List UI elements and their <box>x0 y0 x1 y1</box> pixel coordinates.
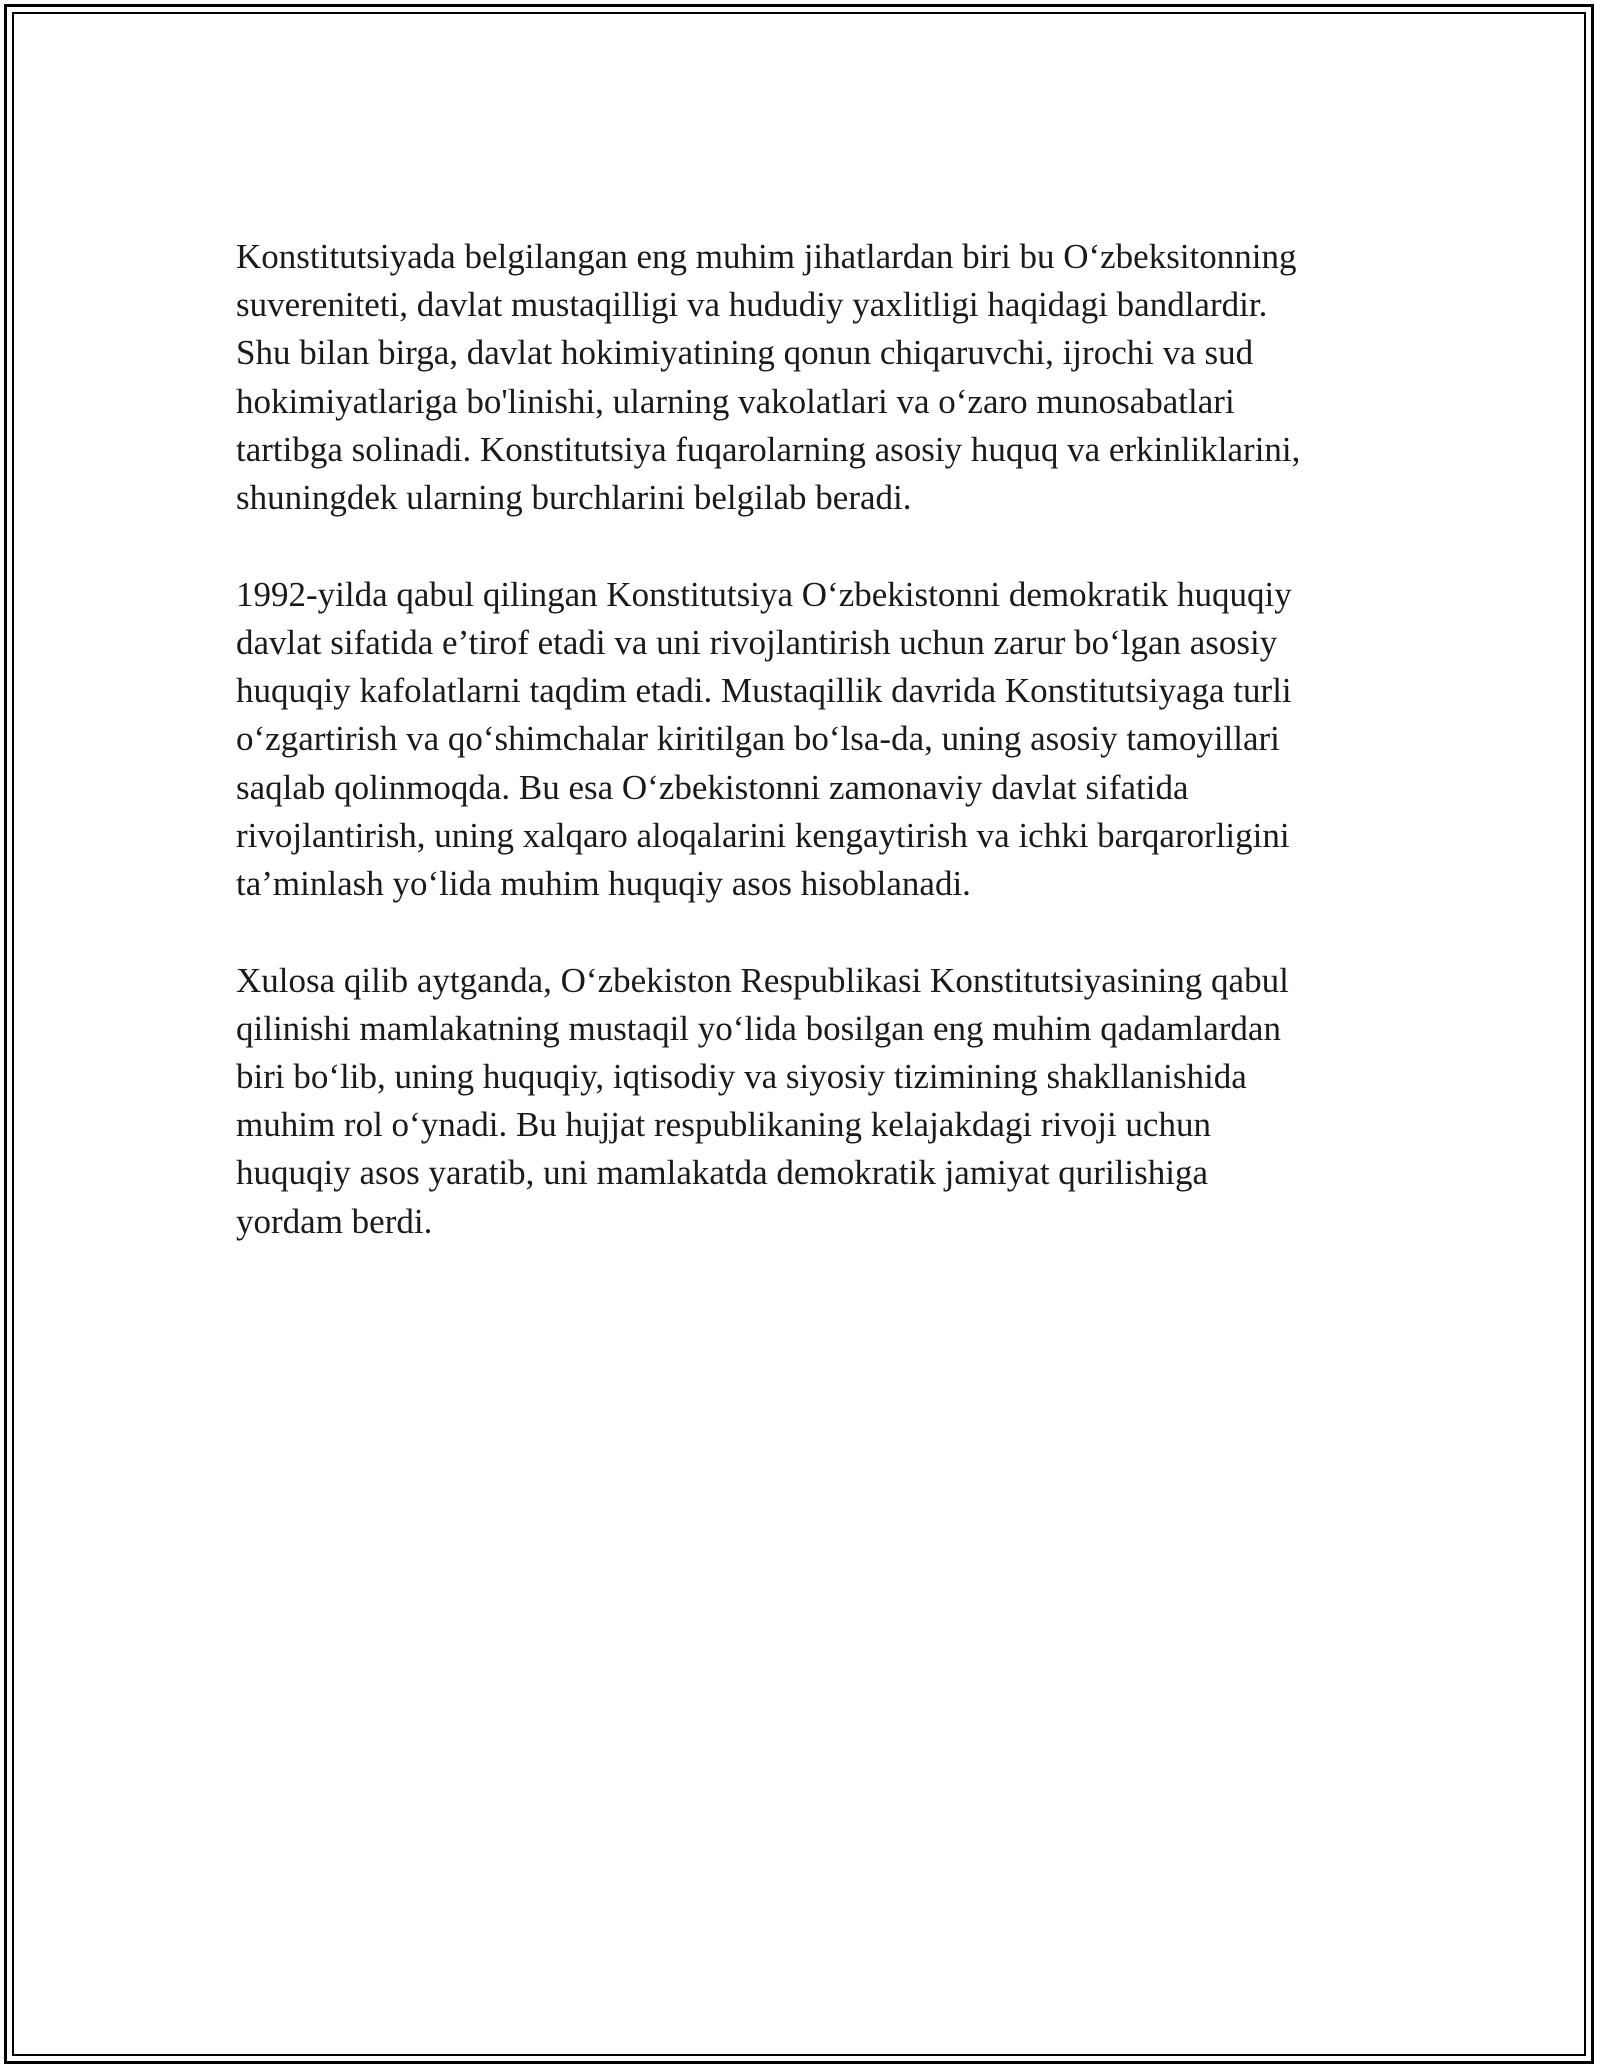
paragraph-conclusion: Xulosa qilib aytganda, O‘zbekiston Respublikasi Konstitutsiyasining qabul qilinishi mamlakatning mustaqil yo‘lida bosilgan eng muhim qadamlardan biri bo‘lib, uning huquqiy, iqtisodiy va siyosiy tizimining shakllanishida muhim rol o‘ynadi. Bu hujjat respublikaning kelajakdagi rivoji uchun huquqiy asos yaratib, uni mamlakatda demokratik jamiyat qurilishiga yordam berdi. <box>236 960 1289 1241</box>
document-body <box>236 233 1356 1294</box>
paragraph-1992-constitution: 1992-yilda qabul qilingan Konstitutsiya O‘zbekistonni demokratik huquqiy davlat sifatida e’tirof etadi va uni rivojlantirish uchun zarur bo‘lgan asosiy huquqiy kafolatlarni taqdim etadi. Mustaqillik davrida Konstitutsiyaga turli o‘zgartirish va qo‘shimchalar kiritilgan bo‘lsa-da, uning asosiy tamoyillari saqlab qolinmoqda. Bu esa O‘zbekistonni zamonaviy davlat sifatida rivojlantirish, uning xalqaro aloqalarini kengaytirish va ichki barqarorligini ta’minlash yo‘lida muhim huquqiy asos hisoblanadi. <box>236 574 1292 903</box>
paragraph-sovereignty: Konstitutsiyada belgilangan eng muhim jihatlardan biri bu O‘zbeksitonning suvereniteti, davlat mustaqilligi va hududiy yaxlitligi haqidagi bandlardir. Shu bilan birga, davlat hokimiyatining qonun chiqaruvchi, ijrochi va sud hokimiyatlariga bo'linishi, ularning vakolatlari va o‘zaro munosabatlari tartibga solinadi. Konstitutsiya fuqarolarning asosiy huquq va erkinliklarini, shuningdek ularning burchlarini belgilab beradi. <box>236 237 1301 518</box>
